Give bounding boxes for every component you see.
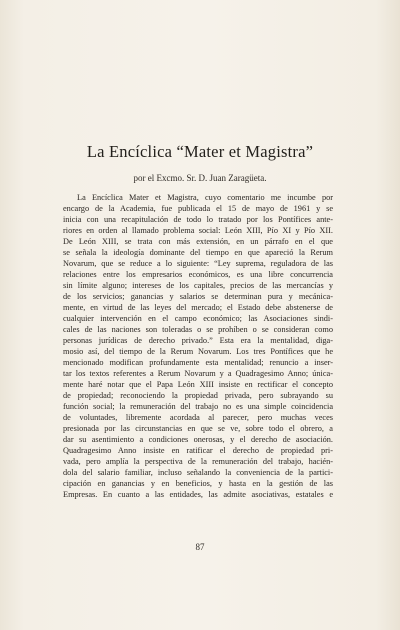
body-line: de voluntades, libremente acordada al parecer, pero muchas veces	[63, 413, 333, 422]
body-line: se señala la ideología dominante del tiempo en que apareció la Rerum	[63, 248, 333, 257]
body-line: presionada por las circunstancias en que se ve, sobre todo el obrero, a	[63, 424, 333, 433]
body-line: mente haré notar que el Papa León XIII insiste en rectificar el concepto	[63, 380, 333, 389]
body-line: inicia con una recapitulación de todo lo tratado por los Pontífices ante-	[63, 215, 333, 224]
body-line: dar su asentimiento a condiciones onerosas, y el derecho de asociación.	[63, 435, 333, 444]
body-line: de propiedad; reconociendo la propiedad privada, pero subrayando su	[63, 391, 333, 400]
body-line: mosio así, del tiempo de la Rerum Novarum. Los tres Pontífices que he	[63, 347, 333, 356]
body-line: Quadragesimo Anno insiste en ratificar el derecho de propiedad pri-	[63, 446, 333, 455]
body-line: Novarum, que se reduce a lo siguiente: “Ley suprema, reguladora de las	[63, 259, 333, 268]
body-line: personas jurídicas de derecho privado.” Esta era la mentalidad, diga-	[63, 336, 333, 345]
body-line: cualquier intervención en el campo económico; las Asociaciones sindi-	[63, 314, 333, 323]
body-line: cales de las naciones son toleradas o se prohíben o se consideran como	[63, 325, 333, 334]
author-byline: por el Excmo. Sr. D. Juan Zaragüeta.	[133, 173, 267, 183]
body-line: La Encíclica Mater et Magistra, cuyo comentario me incumbe por	[77, 193, 333, 202]
body-line: mente, en virtud de las leyes del mercado; el Estado debe abstenerse de	[63, 303, 333, 312]
body-line: mencionado modifican profundamente esta mentalidad; renuncio a inser-	[63, 358, 333, 367]
body-line: vada, pero amplía la perspectiva de la remuneración del trabajo, hacién-	[63, 457, 333, 466]
body-line: sin límite alguno; intereses de los capitales, precios de las mercancías y	[63, 281, 333, 290]
body-line: De León XIII, se trata con más extensión, en un párrafo en el que	[63, 237, 333, 246]
body-line: función social; la remuneración del trabajo no es una simple coincidencia	[63, 402, 333, 411]
page-number: 87	[195, 542, 205, 552]
body-line: riores en orden al llamado problema social: León XIII, Pío XI y Pío XII.	[63, 226, 333, 235]
body-line: encargo de la Academia, fue publicada el 15 de mayo de 1961 y se	[63, 204, 333, 213]
body-line: dola del salario familiar, incluso señalando la conveniencia de la partici-	[63, 468, 333, 477]
body-line: relaciones entre los empresarios económicos, es una libre concurrencia	[63, 270, 333, 279]
body-line: de los servicios; ganancias y salarios se determinan pura y mecánica-	[63, 292, 333, 301]
body-line: Empresas. En cuanto a las entidades, las admite asociativas, estatales e	[63, 490, 333, 499]
body-line: tar los textos referentes a Rerum Novarum y a Quadragesimo Anno; única-	[63, 369, 333, 378]
body-text	[63, 192, 333, 500]
body-line: cipación en ganancias y en beneficios, y hasta en la gestión de las	[63, 479, 333, 488]
article-title: La Encíclica “Mater et Magistra”	[86, 142, 314, 161]
